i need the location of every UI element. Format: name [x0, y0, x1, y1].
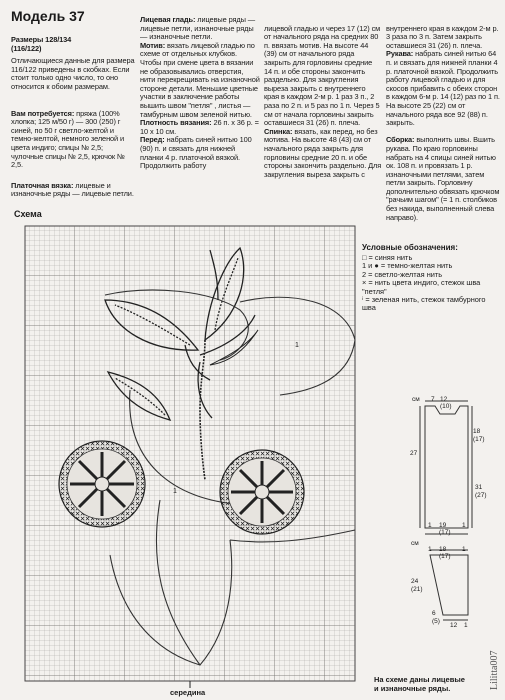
pattern-label-mid-1: 31: [475, 484, 483, 491]
legend-row-4: ⁱ = зеленая нить, стежок тамбурного шва: [362, 295, 486, 313]
pattern-label-top-1: 7: [431, 396, 435, 403]
materials-text: пряжа (100% хлопка; 125 м/50 г) — 300 (250) г синей, по 50 г светло-желтой и темно-желтой, немного зеленой и цвета индиго; спицы № 2,5; чулочные спицы № 2,5, крючок № 2,5.: [11, 108, 125, 170]
pattern-label-bottom-5: (21): [411, 586, 423, 593]
pattern-label-mid-3: 1: [428, 522, 432, 529]
pattern-label-bottom-8: 12: [450, 622, 458, 629]
pattern-label-top-4: (17): [473, 436, 485, 443]
col2-text-2: 26 п. х 36 р. = 10 х 10 см.: [140, 118, 259, 136]
pattern-label-mid-4: 19 (17): [439, 522, 451, 536]
center-label: середина: [170, 688, 206, 697]
pattern-label-mid-0: 27: [410, 450, 418, 457]
legend-row-1: 1 и ● = темно-желтая нить: [362, 261, 453, 271]
assembly-text: выполнить швы. Вшить рукава. По краю горловины набрать на 4 спицы синей нитью ок. 108 п. и провязать 1 р. изнаночными петлями, затем петли закрыть. Горловину дополнительно обвязать крючком "рачьим шагом" (= 1 п. столбиков без накида, выполненный слева направо).: [386, 135, 500, 222]
legend-row-2: 2 = светло-желтая нить: [362, 269, 443, 279]
pattern-front: [420, 401, 472, 534]
watermark: Lilitta007: [489, 650, 500, 690]
pattern-label-top-3: 18: [473, 428, 481, 435]
sleeve-text: набрать синей нитью 64 п. и связать для нижней планки 4 р. платочной вязкой. Продолжить работу лицевой гладью и для скосов прибавить с обеих сторон в каждом 6-м р. 14 (12) раз по 1 п. На высоте 25 (22) см от начального ряда все 92 (88) п. закрыть.: [386, 49, 500, 128]
col2-text-0: лицевые ряды — лицевые петли, изнаночные ряды — изнаночные петли.: [140, 15, 256, 42]
schema-title: Схема: [14, 209, 42, 219]
intro-text: Отличающиеся данные для размера 116/122 приведены в скобках. Если стоит только одно число, то оно относится к обоим размерам.: [11, 56, 135, 91]
pattern-label-bottom-7: (5): [432, 618, 440, 625]
lemon-slice-left: [59, 441, 145, 527]
platochnaya-label: Платочная вязка:: [11, 180, 74, 190]
legend-row-3: × = нить цвета индиго, стежок шва "петля": [362, 278, 481, 296]
chart-label-1a: 1: [295, 342, 299, 349]
pattern-label-bottom-6: 6: [432, 610, 436, 617]
sleeve-label: Рукава:: [386, 49, 414, 59]
legend-row-0: □ = синяя нить: [362, 253, 413, 262]
back-text: вязать, как перед, но без мотива. На высоте 48 (43) см от начального ряда закрыть для горловины средние 20 п. и обе стороны закончить раздельно. Для закругления выреза закрыть с: [264, 126, 382, 179]
pattern-label-bottom-3: 1: [462, 546, 466, 553]
sizes: Размеры 128/134 (116/122): [11, 35, 72, 53]
pattern-label-bottom-9: 1: [464, 622, 468, 629]
col2-text-1: вязать лицевой гладью по схеме от отдельных клубков. Чтобы при смене цвета в вязании не образовывались отверстия, нити перекрещивать на изнаночной стороне детали. Меньшие цветные участки в заключение работы вышить швом "петля" , листья — тамбурным швом зеленой нитью.: [140, 40, 260, 119]
lemon-slice-right: [220, 450, 304, 534]
col2-label-3: Перед:: [140, 135, 165, 145]
pattern-label-top-2: 12 (10): [440, 396, 452, 410]
materials-label: Вам потребуется:: [11, 108, 75, 118]
pattern-label-mid-5: 1: [462, 522, 466, 529]
col4-text: внутреннего края в каждом 2-м р. 3 раза по 3 п. Затем закрыть оставшиеся 31 (26) п. плеча.: [386, 23, 499, 50]
chart-label-1b: 1: [173, 488, 177, 495]
legend-title: Условные обозначения:: [362, 243, 458, 252]
assembly-label: Сборка:: [386, 135, 415, 145]
pattern-label-bottom-0: см: [411, 540, 419, 547]
back-label: Спинка:: [264, 126, 293, 136]
col3-text: лицевой гладью и через 17 (12) см от начального ряда на средних 80 п. ввязать мотив. На высоте 44 (39) см от начального ряда закрыть для горловины средние 14 п. и обе стороны закончить раздельно. Для закругления выреза закрыть с внутреннего края в каждом 2-м р. 1 раз 3 п., 2 раза по 2 п. и 5 раз по 1 п. Через 5 см от начала горловины закрыть оставшиеся 31 (26) п. плеча.: [264, 23, 381, 128]
footer-note: На схеме даны лицевые и изнаночные ряды.: [374, 675, 465, 693]
pattern-label-mid-2: (27): [475, 492, 487, 499]
col2-label-1: Мотив:: [140, 40, 166, 50]
pattern-label-bottom-1: 1: [428, 546, 432, 553]
page-title: Модель 37: [11, 8, 85, 24]
col2-label-2: Плотность вязания:: [140, 118, 212, 128]
col2-label-0: Лицевая гладь:: [140, 15, 196, 24]
legend: [362, 254, 492, 313]
col2-text-3: набрать синей нитью 100 (90) п. и связать для нижней планки 4 р. платочной вязкой. Продолжить работу: [140, 135, 252, 171]
pattern-label-bottom-4: 24: [411, 578, 419, 585]
platochnaya-text: лицевые и изнаночные ряды — лицевые петли.: [11, 180, 134, 199]
pattern-label-top-0: см: [412, 396, 420, 403]
pattern-label-bottom-2: 18 (17): [439, 546, 451, 560]
